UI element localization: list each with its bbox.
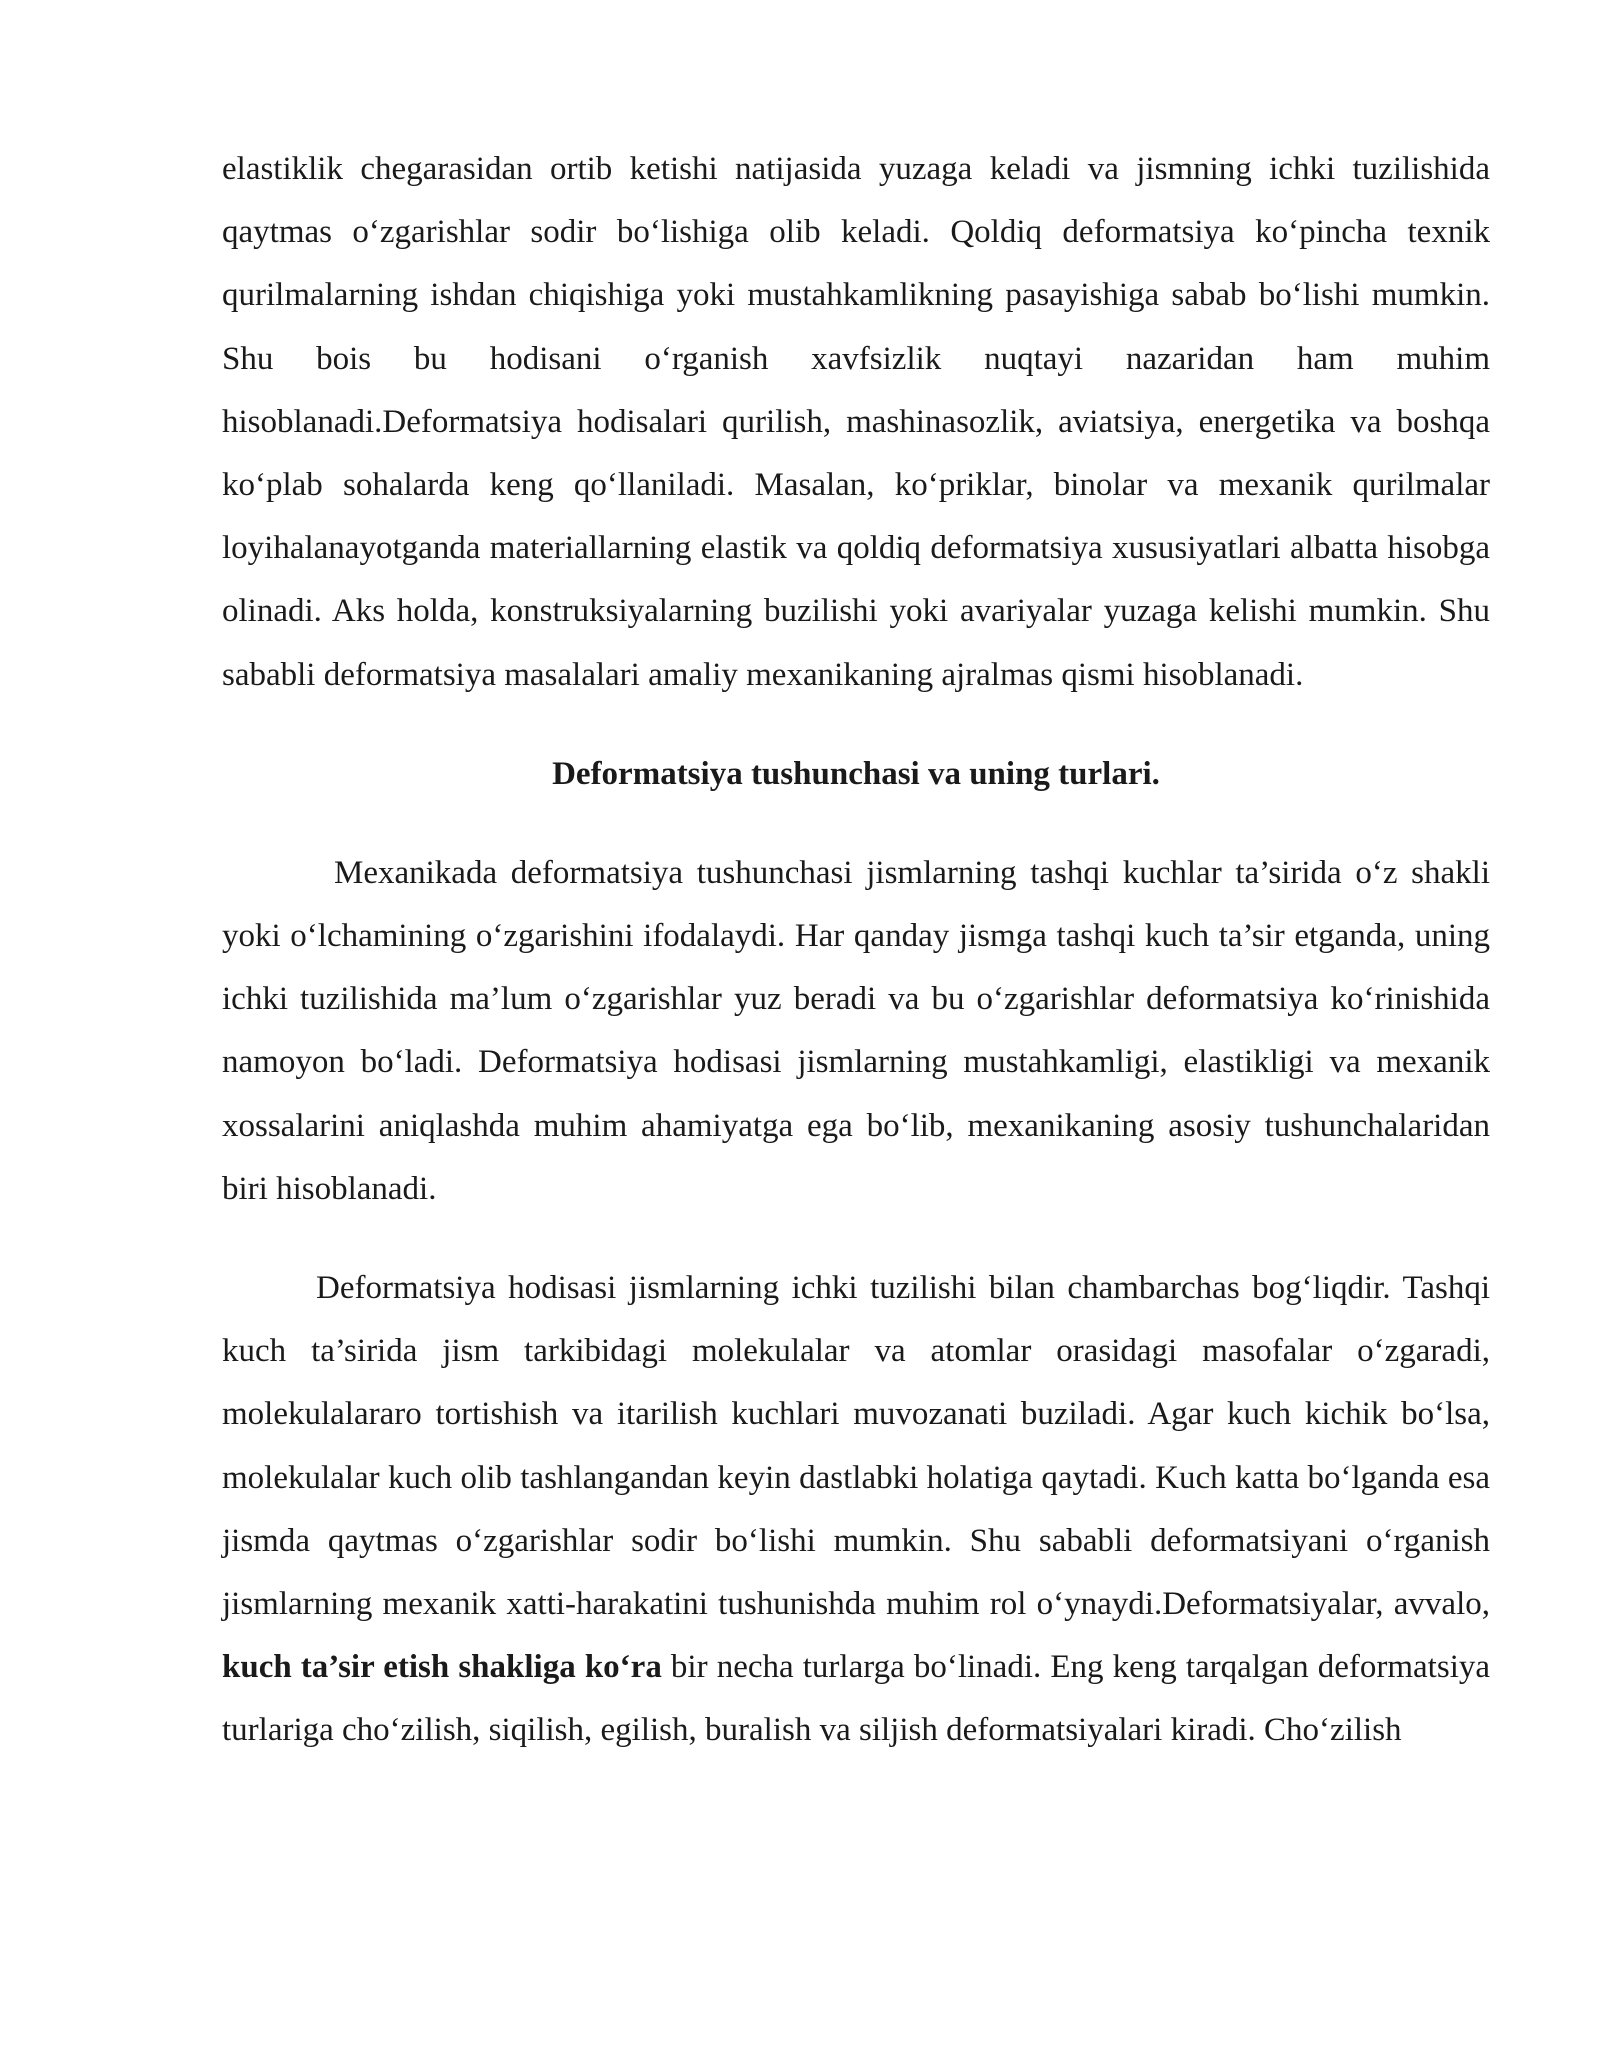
paragraph-1: elastiklik chegarasidan ortib ketishi natijasida yuzaga keladi va jismning ichki tuzilishida qaytmas o‘zgarishlar sodir bo‘lishiga olib keladi. Qoldiq deformatsiya ko‘pincha texnik qurilmalarning ishdan chiqishiga yoki mustahkamlikning pasayishiga sabab bo‘lishi mumkin. Shu bois bu hodisani o‘rganish xavfsizlik nuqtayi nazaridan ham muhim hisoblanadi.Deformatsiya hodisalari qurilish, mashinasozlik, aviatsiya, energetika va boshqa ko‘plab sohalarda keng qo‘llaniladi. Masalan, ko‘priklar, binolar va mexanik qurilmalar loyihalanayotganda materiallarning elastik va qoldiq deformatsiya xususiyatlari albatta hisobga olinadi. Aks holda, konstruksiyalarning buzilishi yoki avariyalar yuzaga kelishi mumkin. Shu sababli deformatsiya masalalari amaliy mexanikaning ajralmas qismi hisoblanadi. bbox=[222, 151, 1490, 693]
paragraph-3-bold-phrase: kuch ta’sir etish shakliga ko‘ra bbox=[222, 1649, 662, 1686]
section-heading: Deformatsiya tushunchasi va uning turlari. bbox=[552, 755, 1160, 792]
paragraph-2: Mexanikada deformatsiya tushunchasi jismlarning tashqi kuchlar ta’sirida o‘z shakli yoki o‘lchamining o‘zgarishini ifodalaydi. Har qanday jismga tashqi kuch ta’sir etganda, uning ichki tuzilishida ma’lum o‘zgarishlar yuz beradi va bu o‘zgarishlar deformatsiya ko‘rinishida namoyon bo‘ladi. Deformatsiya hodisasi jismlarning mustahkamligi, elastikligi va mexanik xossalarini aniqlashda muhim ahamiyatga ega bo‘lib, mexanikaning asosiy tushunchalaridan biri hisoblanadi. bbox=[222, 854, 1490, 1207]
paragraph-3 bbox=[222, 1257, 1490, 1763]
paragraph-3-text-end: bir necha turlarga bo‘linadi. Eng keng tarqalgan deformatsiya turlariga cho‘zilish, siqilish, egilish, buralish va siljish deformatsiyalari kiradi. Cho‘zilish bbox=[222, 1649, 1491, 1749]
paragraph-3-text-start: Deformatsiya hodisasi jismlarning ichki tuzilishi bilan chambarchas bog‘liqdir. Tashqi kuch ta’sirida jism tarkibidagi molekulalar va atomlar orasidagi masofalar o‘zgaradi, molekulalararo tortishish va itarilish kuchlari muvozanati buziladi. Agar kuch kichik bo‘lsa, molekulalar kuch olib tashlangandan keyin dastlabki holatiga qaytadi. Kuch katta bo‘lganda esa jismda qaytmas o‘zgarishlar sodir bo‘lishi mumkin. Shu sababli deformatsiyani o‘rganish jismlarning mexanik xatti-harakatini tushunishda muhim rol o‘ynaydi.Deformatsiyalar, avvalo, bbox=[222, 1270, 1490, 1623]
document-body bbox=[222, 138, 1490, 1763]
